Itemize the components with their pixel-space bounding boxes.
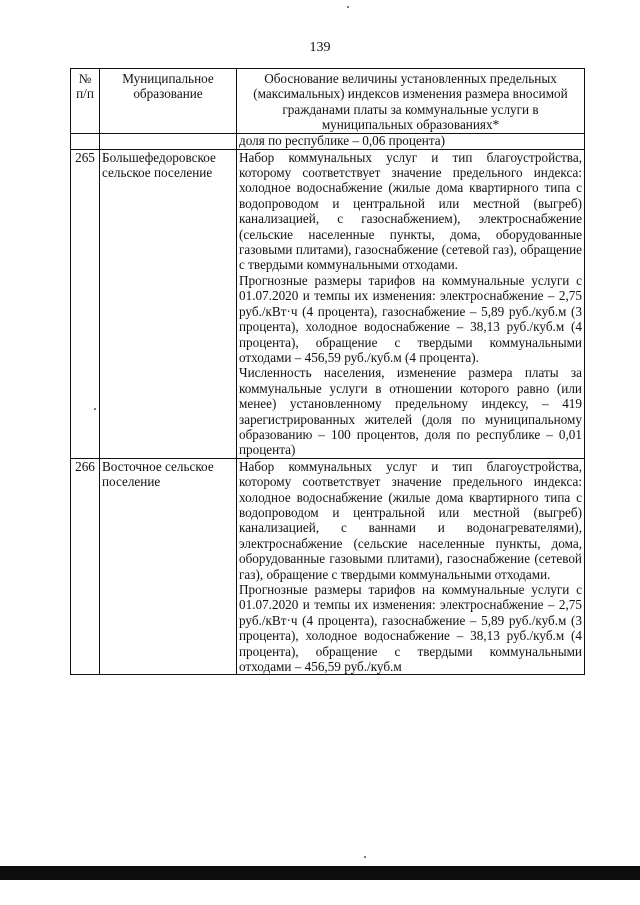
tariff-table — [70, 68, 585, 675]
cont-number-cell — [71, 133, 100, 149]
header-municipality: Муниципальное образование — [100, 69, 237, 134]
tariffs-paragraph: Прогнозные размеры тарифов на коммунальные услуги с 01.07.2020 и темпы их изменения: электроснабжение – 2,75 руб./кВт·ч (4 процента), газоснабжение – 5,89 руб./куб.м (3 процента), холодное водоснабжение – 38,13 руб./куб.м (4 процента), обращение с твердыми коммунальными отходами – 456,59 руб./куб.м (4 процента). — [239, 272, 582, 365]
continuation-row — [71, 133, 585, 149]
cont-text-cell: доля по республике – 0,06 процента) — [237, 133, 585, 149]
table-row — [71, 149, 585, 458]
row-municipality: Восточное сельское поселение — [100, 458, 237, 675]
table-row — [71, 458, 585, 675]
page-number: 139 — [309, 40, 331, 55]
row-number: 266 — [71, 458, 100, 675]
header-number: № п/п — [71, 69, 100, 134]
scan-speck — [364, 856, 366, 858]
population-paragraph: Численность населения, изменение размера платы за коммунальные услуги в отношении которого равно (или менее) установленному предельному индексу, – 419 зарегистрированных жителей (доля по муниципальному образованию – 100 процентов, доля по республике – 0,01 процента) — [239, 365, 582, 458]
services-paragraph: Набор коммунальных услуг и тип благоустройства, которому соответствует значение предельного индекса: холодное водоснабжение (жилые дома квартирного типа с водопроводом и центральной или местной (выгреб) канализацией, с газоснабжением), электроснабжение (сельские населенные пункты, дома, оборудованные газовыми плитами), газоснабжение (сетевой газ), обращение с твердыми коммунальными отходами. — [239, 149, 582, 273]
cont-name-cell — [100, 133, 237, 149]
row-justification — [237, 149, 585, 458]
tariffs-paragraph: Прогнозные размеры тарифов на коммунальные услуги с 01.07.2020 и темпы их изменения: электроснабжение – 2,75 руб./кВт·ч (4 процента), газоснабжение – 5,89 руб./куб.м (3 процента), холодное водоснабжение – 38,13 руб./куб.м (4 процента), обращение с твердыми коммунальными отходами – 456,59 руб./куб.м — [239, 582, 582, 675]
row-municipality: Большефедоровское сельское поселение — [100, 149, 237, 458]
services-paragraph: Набор коммунальных услуг и тип благоустройства, которому соответствует значение предельного индекса: холодное водоснабжение (жилые дома квартирного типа с водопроводом и центральной или местной (выгреб) канализацией, с ваннами и водонагревателями), электроснабжение (сельские населенные пункты, дома, оборудованные газовыми плитами), газоснабжение (сетевой газ), обращение с твердыми коммунальными отходами. — [239, 458, 582, 582]
header-justification: Обоснование величины установленных предельных (максимальных) индексов изменения размера вносимой гражданами платы за коммунальные услуги в муниципальных образованиях* — [237, 69, 585, 134]
row-justification — [237, 458, 585, 675]
scan-speck — [347, 6, 349, 8]
table-header-row — [71, 69, 585, 134]
scan-speck — [94, 408, 96, 410]
scan-edge-bar — [0, 866, 640, 880]
row-number: 265 — [71, 149, 100, 458]
